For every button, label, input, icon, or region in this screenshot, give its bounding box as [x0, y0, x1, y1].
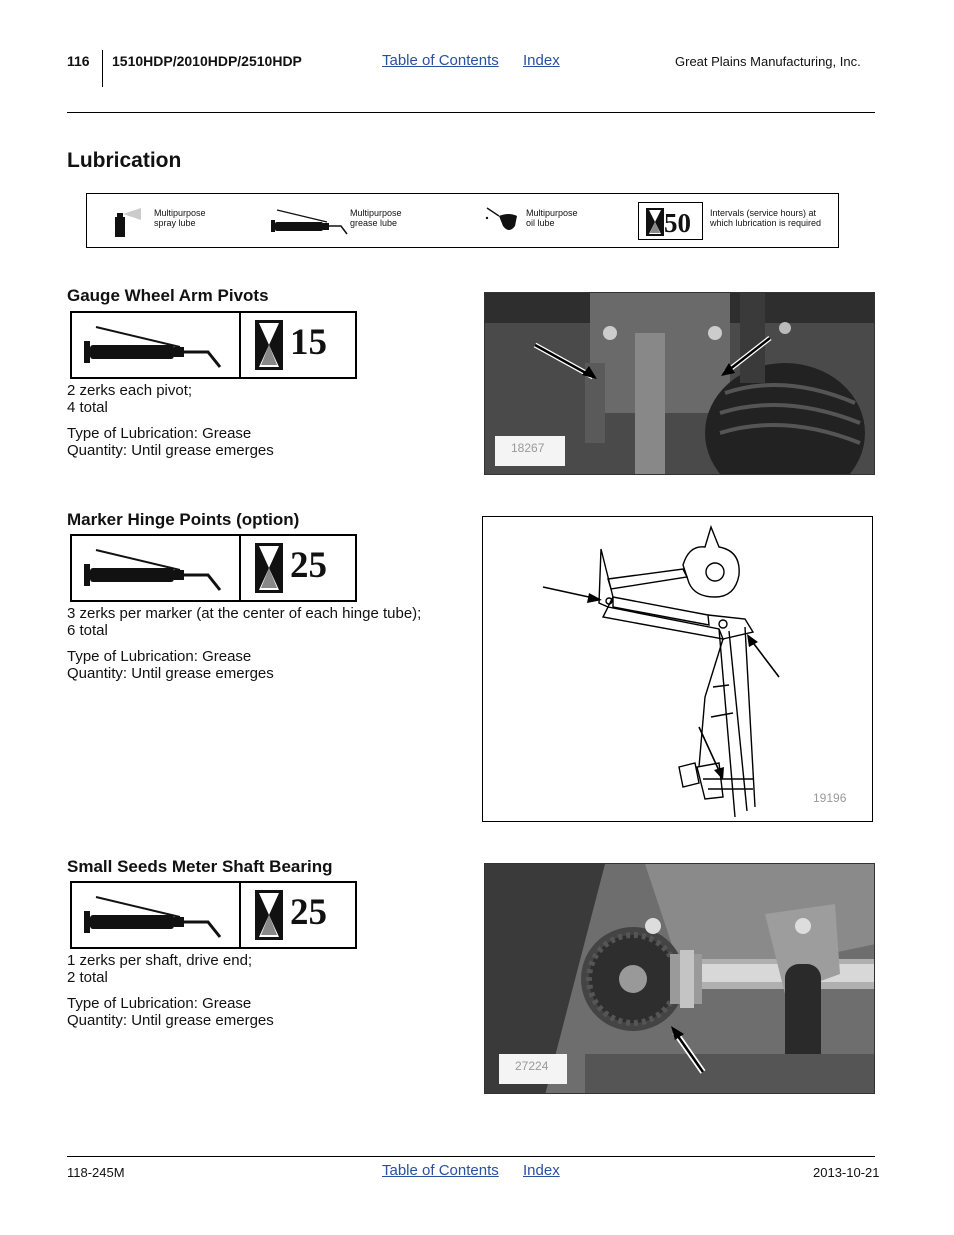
figure-id: 18267	[495, 436, 565, 466]
hourglass-icon	[255, 543, 283, 593]
service-hours: 25	[290, 545, 327, 586]
service-hours: 25	[290, 892, 327, 933]
model-title: 1510HDP/2010HDP/2510HDP	[112, 53, 302, 69]
zerk-count: 2 zerks each pivot; 4 total	[67, 382, 193, 416]
spray-can-icon	[111, 206, 151, 238]
footer-rule	[67, 1156, 875, 1157]
header-divider	[102, 50, 103, 87]
lube-quantity: Quantity: Until grease emerges	[67, 1012, 274, 1029]
spray-lube-label: Multipurpose spray lube	[154, 208, 206, 228]
hourglass-icon	[255, 890, 283, 940]
grease-lube-label: Multipurpose grease lube	[350, 208, 402, 228]
service-hours: 15	[290, 322, 327, 363]
figure-id: 27224	[499, 1054, 567, 1084]
lube-type: Type of Lubrication: Grease	[67, 425, 252, 442]
grease-gun-icon	[80, 542, 235, 594]
header-index-link[interactable]: Index	[523, 52, 560, 69]
page-number: 116	[67, 53, 90, 69]
header-rule	[67, 112, 875, 113]
interval-box	[638, 202, 703, 240]
item-title-small-seeds: Small Seeds Meter Shaft Bearing	[67, 857, 333, 876]
figure-id: 19196	[813, 791, 847, 805]
item-title-gauge-wheel: Gauge Wheel Arm Pivots	[67, 286, 269, 305]
gauge-wheel-photo	[484, 292, 875, 475]
item-title-marker-hinge: Marker Hinge Points (option)	[67, 510, 300, 529]
item-icon-box-small-seeds	[70, 881, 357, 949]
interval-value: 50	[664, 208, 691, 238]
grease-gun-icon	[80, 889, 235, 941]
company-name: Great Plains Manufacturing, Inc.	[675, 54, 861, 69]
footer-toc-link[interactable]: Table of Contents	[382, 1162, 499, 1179]
section-title: Lubrication	[67, 149, 182, 172]
marker-hinge-drawing	[482, 516, 873, 822]
item-icon-box-marker-hinge	[70, 534, 357, 602]
lubrication-legend	[86, 193, 839, 248]
oil-lube-label: Multipurpose oil lube	[526, 208, 578, 228]
footer-index-link[interactable]: Index	[523, 1162, 560, 1179]
lube-quantity: Quantity: Until grease emerges	[67, 442, 274, 459]
grease-gun-icon	[80, 319, 235, 371]
item-icon-box-gauge-wheel	[70, 311, 357, 379]
zerk-count: 3 zerks per marker (at the center of each hinge tube); 6 total	[67, 605, 422, 639]
small-seeds-photo	[484, 863, 875, 1094]
lube-type: Type of Lubrication: Grease	[67, 648, 252, 665]
hourglass-icon	[255, 320, 283, 370]
lube-quantity: Quantity: Until grease emerges	[67, 665, 274, 682]
zerk-count: 1 zerks per shaft, drive end; 2 total	[67, 952, 253, 986]
grease-gun-icon	[269, 206, 353, 240]
lube-type: Type of Lubrication: Grease	[67, 995, 252, 1012]
oil-can-icon	[483, 204, 523, 236]
hourglass-icon	[646, 208, 664, 236]
doc-date: 2013-10-21	[813, 1165, 880, 1180]
header-toc-link[interactable]: Table of Contents	[382, 52, 499, 69]
doc-number: 118-245M	[67, 1165, 125, 1180]
interval-label: Intervals (service hours) at which lubrication is required	[710, 208, 822, 228]
